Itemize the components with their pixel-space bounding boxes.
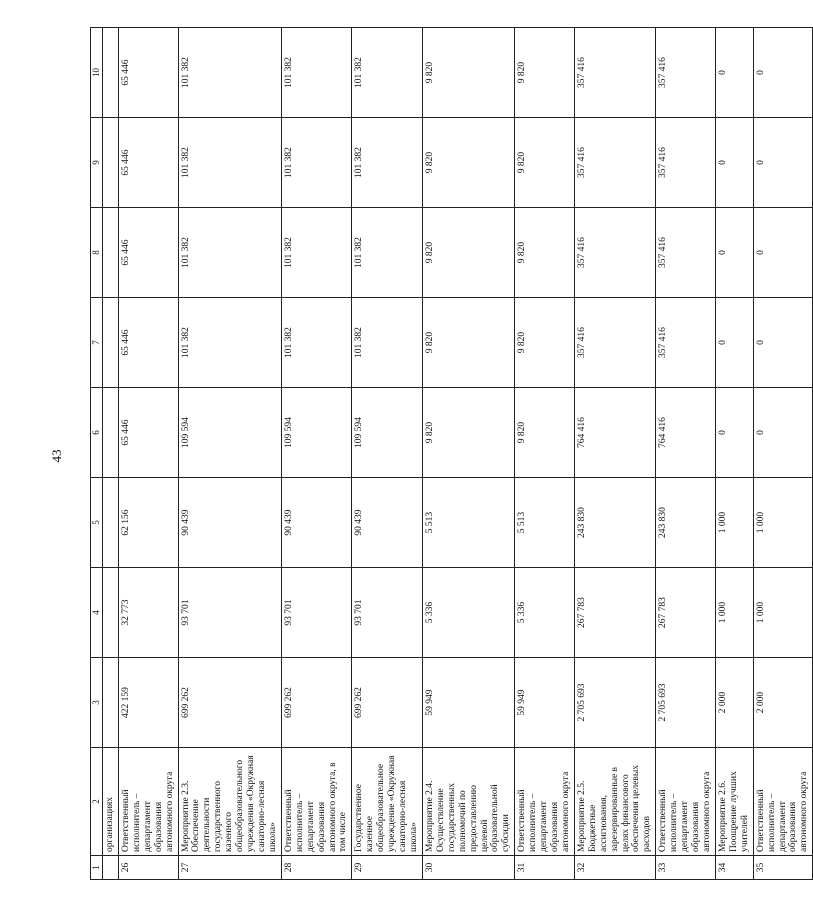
value-cell: 2 705 693 xyxy=(574,658,655,748)
row-description: Мероприятие 2.3. Обеспечение деятельности государственного казенного общеобразовательного учреждения «Окружная санаторно-лесная школа» xyxy=(178,748,281,856)
value-cell: 101 382 xyxy=(281,28,352,118)
table-row xyxy=(281,28,352,880)
value-cell: 357 416 xyxy=(574,118,655,208)
value-cell: 9 820 xyxy=(422,208,514,298)
header-cell: 7 xyxy=(91,298,103,388)
row-description: Ответственный исполнитель – департамент образования автономного округа xyxy=(118,748,178,856)
table-row xyxy=(574,28,655,880)
value-cell: 1 000 xyxy=(715,478,753,568)
value-cell: 101 382 xyxy=(178,118,281,208)
value-cell: 93 701 xyxy=(281,568,352,658)
value-cell: 0 xyxy=(715,118,753,208)
header-cell: 6 xyxy=(91,388,103,478)
value-cell: 62 156 xyxy=(118,478,178,568)
value-cell: 267 783 xyxy=(656,568,716,658)
value-cell: 101 382 xyxy=(281,208,352,298)
header-row xyxy=(91,28,103,880)
table-row xyxy=(656,28,716,880)
value-cell: 699 262 xyxy=(281,658,352,748)
value-cell: 101 382 xyxy=(281,118,352,208)
value-cell: 357 416 xyxy=(656,208,716,298)
value-cell: 1 000 xyxy=(753,478,813,568)
value-cell: 357 416 xyxy=(574,298,655,388)
value-cell: 5 513 xyxy=(422,478,514,568)
row-description: Ответственный исполнитель – департамент образования автономного округа xyxy=(753,748,813,856)
value-cell: 90 439 xyxy=(352,478,423,568)
row-number: 35 xyxy=(753,856,813,880)
value-cell: 357 416 xyxy=(656,28,716,118)
value-cell: 0 xyxy=(715,28,753,118)
value-cell: 699 262 xyxy=(352,658,423,748)
value-cell: 9 820 xyxy=(515,208,575,298)
value-cell: 764 416 xyxy=(656,388,716,478)
row-number: 29 xyxy=(352,856,423,880)
value-cell: 9 820 xyxy=(515,118,575,208)
header-cell: 8 xyxy=(91,208,103,298)
value-cell: 9 820 xyxy=(422,28,514,118)
row-description: Ответственный исполнитель – департамент образования автономного округа xyxy=(656,748,716,856)
value-cell: 9 820 xyxy=(515,388,575,478)
table-cell xyxy=(103,298,119,388)
row-description: Ответственный исполнитель – департамент образования автономного округа xyxy=(515,748,575,856)
value-cell: 90 439 xyxy=(281,478,352,568)
value-cell: 0 xyxy=(753,208,813,298)
table-body xyxy=(91,28,813,880)
value-cell: 32 773 xyxy=(118,568,178,658)
value-cell: 65 446 xyxy=(118,118,178,208)
value-cell: 109 594 xyxy=(281,388,352,478)
header-cell: 4 xyxy=(91,568,103,658)
value-cell: 1 000 xyxy=(753,568,813,658)
value-cell: 65 446 xyxy=(118,388,178,478)
header-cell: 9 xyxy=(91,118,103,208)
row-number: 32 xyxy=(574,856,655,880)
value-cell: 243 830 xyxy=(656,478,716,568)
row-number: 30 xyxy=(422,856,514,880)
value-cell: 9 820 xyxy=(422,118,514,208)
table-cell xyxy=(103,568,119,658)
value-cell: 101 382 xyxy=(178,208,281,298)
row-number: 27 xyxy=(178,856,281,880)
value-cell: 65 446 xyxy=(118,208,178,298)
value-cell: 2 000 xyxy=(715,658,753,748)
value-cell: 2 705 693 xyxy=(656,658,716,748)
value-cell: 5 336 xyxy=(422,568,514,658)
value-cell: 5 513 xyxy=(515,478,575,568)
value-cell: 109 594 xyxy=(352,388,423,478)
row-number: 31 xyxy=(515,856,575,880)
value-cell: 0 xyxy=(715,388,753,478)
value-cell: 109 594 xyxy=(178,388,281,478)
header-cell: 5 xyxy=(91,478,103,568)
value-cell: 0 xyxy=(753,28,813,118)
value-cell: 101 382 xyxy=(352,298,423,388)
row-number: 34 xyxy=(715,856,753,880)
header-cell: 2 xyxy=(91,748,103,856)
table-row xyxy=(178,28,281,880)
table-row xyxy=(422,28,514,880)
value-cell: 764 416 xyxy=(574,388,655,478)
row-description: Государственное казенное общеобразовательное учреждение «Окружная санаторно-лесная школа» xyxy=(352,748,423,856)
value-cell: 101 382 xyxy=(352,28,423,118)
table-row xyxy=(753,28,813,880)
value-cell: 0 xyxy=(715,298,753,388)
value-cell: 101 382 xyxy=(178,298,281,388)
table-cell xyxy=(103,658,119,748)
value-cell: 357 416 xyxy=(574,28,655,118)
budget-table xyxy=(90,27,813,880)
value-cell: 357 416 xyxy=(656,298,716,388)
value-cell: 1 000 xyxy=(715,568,753,658)
page-number: 43 xyxy=(49,449,64,463)
value-cell: 9 820 xyxy=(422,298,514,388)
row-description: Мероприятие 2.6. Поощрение лучших учителей xyxy=(715,748,753,856)
value-cell: 0 xyxy=(753,118,813,208)
table-row xyxy=(352,28,423,880)
table-row xyxy=(515,28,575,880)
value-cell: 2 000 xyxy=(753,658,813,748)
table-row xyxy=(715,28,753,880)
header-cell: 1 xyxy=(91,856,103,880)
value-cell: 101 382 xyxy=(352,118,423,208)
table-cell xyxy=(103,208,119,298)
row-number: 28 xyxy=(281,856,352,880)
value-cell: 267 783 xyxy=(574,568,655,658)
value-cell: 357 416 xyxy=(574,208,655,298)
value-cell: 0 xyxy=(753,388,813,478)
value-cell: 0 xyxy=(715,208,753,298)
value-cell: 101 382 xyxy=(352,208,423,298)
continuation-text: организациях xyxy=(103,748,119,856)
table-row xyxy=(118,28,178,880)
row-description: Мероприятие 2.5. Бюджетные ассигнования, зарезервированные в целях финансового обеспечения целевых расходов xyxy=(574,748,655,856)
value-cell: 101 382 xyxy=(281,298,352,388)
row-number: 26 xyxy=(118,856,178,880)
row-description: Мероприятие 2.4. Осуществление государственных полномочий по предоставлению целевой образовательной субсидии xyxy=(422,748,514,856)
header-cell: 10 xyxy=(91,28,103,118)
value-cell: 5 336 xyxy=(515,568,575,658)
table-cell xyxy=(103,388,119,478)
value-cell: 65 446 xyxy=(118,28,178,118)
rotated-table-wrapper xyxy=(90,27,813,880)
value-cell: 243 830 xyxy=(574,478,655,568)
value-cell: 93 701 xyxy=(178,568,281,658)
value-cell: 65 446 xyxy=(118,298,178,388)
value-cell: 101 382 xyxy=(178,28,281,118)
value-cell: 9 820 xyxy=(515,298,575,388)
table-cell xyxy=(103,478,119,568)
value-cell: 90 439 xyxy=(178,478,281,568)
table-cell xyxy=(103,28,119,118)
table-cell xyxy=(103,856,119,880)
value-cell: 59 949 xyxy=(422,658,514,748)
table-cell xyxy=(103,118,119,208)
continuation-row xyxy=(103,28,119,880)
value-cell: 59 949 xyxy=(515,658,575,748)
row-number: 33 xyxy=(656,856,716,880)
value-cell: 93 701 xyxy=(352,568,423,658)
value-cell: 422 159 xyxy=(118,658,178,748)
value-cell: 357 416 xyxy=(656,118,716,208)
value-cell: 699 262 xyxy=(178,658,281,748)
value-cell: 9 820 xyxy=(422,388,514,478)
value-cell: 0 xyxy=(753,298,813,388)
value-cell: 9 820 xyxy=(515,28,575,118)
row-description: Ответственный исполнитель – департамент образования автономного округа, в том числе xyxy=(281,748,352,856)
header-cell: 3 xyxy=(91,658,103,748)
